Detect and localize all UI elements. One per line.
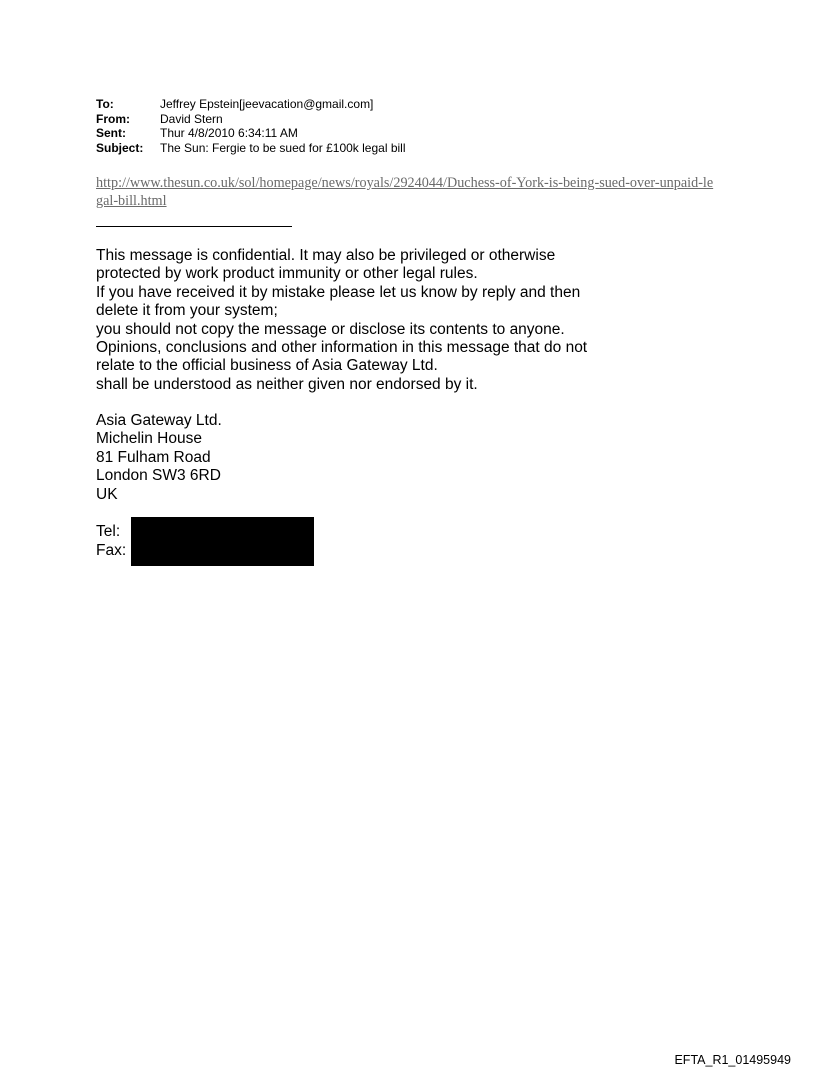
to-label: To: <box>96 97 114 111</box>
sent-label: Sent: <box>96 126 126 140</box>
tel-label: Tel: <box>96 523 121 540</box>
disclaimer-line: you should not copy the message or disclose its contents to anyone. <box>96 320 565 338</box>
document-id: EFTA_R1_01495949 <box>674 1053 791 1067</box>
fax-label: Fax: <box>96 542 127 559</box>
disclaimer-line: delete it from your system; <box>96 302 278 320</box>
disclaimer-line: If you have received it by mistake please let us know by reply and then <box>96 283 581 301</box>
email-header <box>96 97 405 155</box>
to-value: Jeffrey Epstein[jeevacation@gmail.com] <box>160 97 374 111</box>
subject-row <box>96 141 405 156</box>
contact-block <box>96 522 126 560</box>
address-line: 81 Fulham Road <box>96 448 211 466</box>
disclaimer-line: This message is confidential. It may also be privileged or otherwise <box>96 247 556 264</box>
article-link[interactable]: http://www.thesun.co.uk/sol/homepage/news/royals/2924044/Duchess-of-York-is-being-sued-over-unpaid-legal-bill.html <box>96 175 714 209</box>
disclaimer-line: shall be understood as neither given nor endorsed by it. <box>96 375 478 393</box>
subject-value: The Sun: Fergie to be sued for £100k legal bill <box>160 140 406 155</box>
company-address <box>96 412 222 504</box>
separator-line <box>96 226 292 227</box>
redaction-box <box>131 517 314 566</box>
to-row <box>96 97 405 112</box>
disclaimer-line: Opinions, conclusions and other information in this message that do not <box>96 339 588 357</box>
disclaimer-line: relate to the official business of Asia Gateway Ltd. <box>96 357 438 375</box>
address-line: UK <box>96 485 118 503</box>
address-line: London SW3 6RD <box>96 467 221 485</box>
from-label: From: <box>96 111 130 126</box>
from-value: David Stern <box>160 111 223 126</box>
from-row <box>96 112 405 127</box>
sent-row <box>96 126 405 141</box>
subject-label: Subject: <box>96 140 144 155</box>
disclaimer-line: protected by work product immunity or other legal rules. <box>96 265 478 283</box>
confidentiality-disclaimer <box>96 247 656 394</box>
sent-value: Thur 4/8/2010 6:34:11 AM <box>160 126 298 140</box>
address-line: Michelin House <box>96 430 202 448</box>
address-line: Asia Gateway Ltd. <box>96 412 222 429</box>
